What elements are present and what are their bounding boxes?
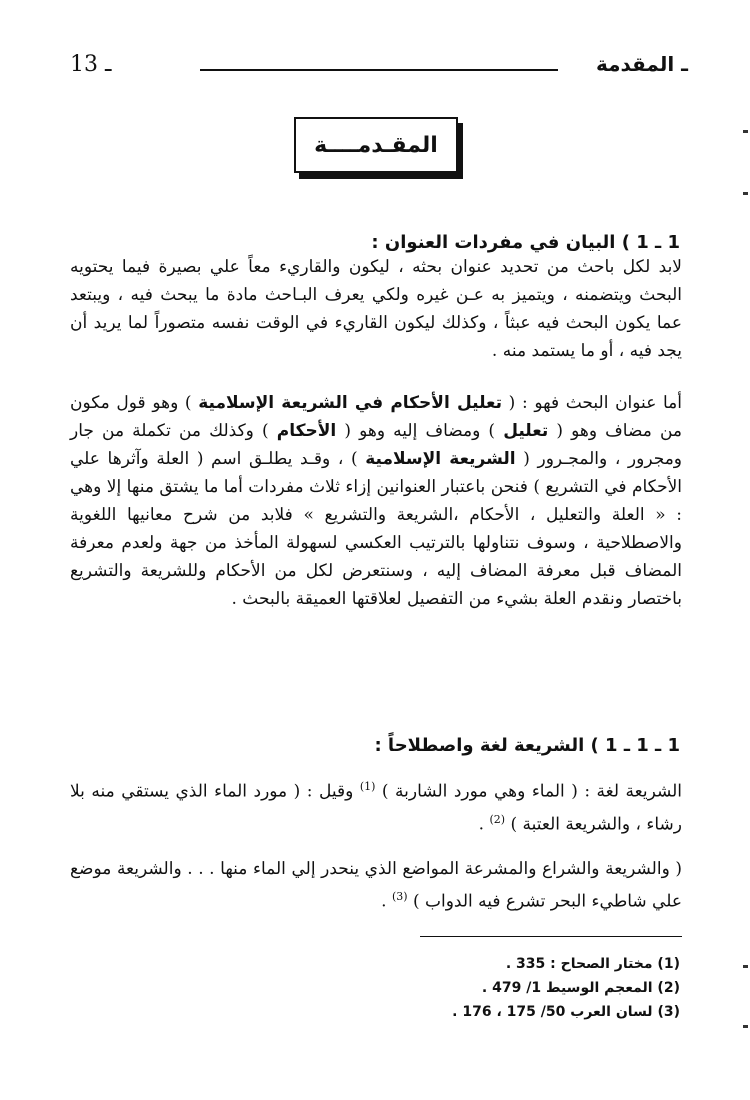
bold-term: الشريعة الإسلامية [365, 449, 516, 469]
text-run: . [478, 814, 485, 835]
footnotes [452, 952, 680, 1024]
running-header [70, 52, 688, 86]
page-number: 13 ـ [70, 52, 119, 77]
footnote-3: (3) لسان العرب 50/ 175 ، 176 . [452, 1004, 680, 1020]
footnote-ref: (2) [489, 812, 506, 826]
chapter-title: المقـدمــــة [314, 132, 438, 158]
text-run: . [381, 891, 387, 912]
footnote-separator [420, 936, 682, 937]
footnote-2: (2) المعجم الوسيط 1/ 479 . [481, 980, 680, 996]
text-run: ( والشريعة والشراع والمشرعة المواضع الذي ينحدر إلي الماء منها . . . والشريعة موضع علي شاطيء البحر تشرع فيه الدواب ) [70, 859, 682, 912]
scan-edge-mark [743, 1025, 748, 1028]
text-run: ) وكذلك من تكملة من جار ومجرور ، والمجـرور ( [70, 421, 683, 469]
paragraph-sharia-definition [70, 855, 682, 916]
header-rule [200, 69, 558, 71]
paragraph-intro: لابد لكل باحث من تحديد عنوان بحثه ، ليكون والقاريء معاً علي بصيرة فيما يحتويه البحث ويتضمنه ، ويتميز به عـن غيره ولكي يعرف البـاحث مادة ما يبحث فيه ، ويبتعد عما يكون البحث فيه عبثاً ، وكذلك ليكون القاريء في الوقت نفسه متصوراً لما يريد أن يجد فيه ، أو ما يستمد منه . [70, 257, 682, 361]
paragraph-sharia-language [70, 773, 682, 838]
footnote-ref: (3) [391, 890, 408, 903]
text-run: ) ، وقـد يطلـق اسم ( العلة وآثرها علي الأحكام في التشريع ) فنحن باعتبار العنوانين إزاء ثلاث مفردات أما ما يشتق منها إلا وهي : « العلة والتعليل ، الأحكام ،الشريعة والتشريع » فلابد من شرح معانيها اللغوية والاصطلاحية ، وسوف نتناولها بالترتيب العكسي لسهولة المأخذ من جهة ولعدم معرفة المضاف قبل معرفة المضاف إليه ، وسنتعرض لكل من الأحكام وللشريعة والتشريع باختصار ونقدم العلة بشيء من التفصيل لعلاقتها العميقة بالبحث . [70, 449, 682, 609]
scan-edge-mark [743, 130, 748, 133]
bold-term: الأحكام [276, 421, 337, 441]
footnote-1: (1) مختار الصحاح : 335 . [505, 956, 680, 972]
scan-edge-mark [743, 965, 748, 968]
text-run: ) ومضاف إليه وهو ( [344, 421, 496, 441]
section-heading-1: 1 ـ 1 ) البيان في مفردات العنوان : [371, 232, 680, 253]
text-run: الشريعة لغة : ( الماء وهي مورد الشاربة ) [381, 781, 683, 802]
bold-term: تعليل [503, 421, 549, 441]
section-heading-2: 1 ـ 1 ـ 1 ) الشريعة لغة واصطلاحاً : [374, 735, 680, 756]
text-run: ) وهو قول مكون من مضاف وهو ( [70, 393, 683, 441]
text-run: أما عنوان البحث فهو : ( [508, 393, 682, 413]
bold-term: تعليل الأحكام في الشريعة الإسلامية [198, 393, 502, 413]
text-run: وقيل : ( مورد الماء الذي يستقي منه بلا رشاء ، والشريعة العتبة ) [70, 781, 682, 835]
chapter-title-box [294, 117, 458, 173]
paragraph-title-explanation [70, 389, 682, 613]
footnote-ref: (1) [359, 780, 376, 793]
header-chapter-title: ـ المقدمة [588, 52, 688, 76]
scan-edge-mark [743, 192, 748, 195]
